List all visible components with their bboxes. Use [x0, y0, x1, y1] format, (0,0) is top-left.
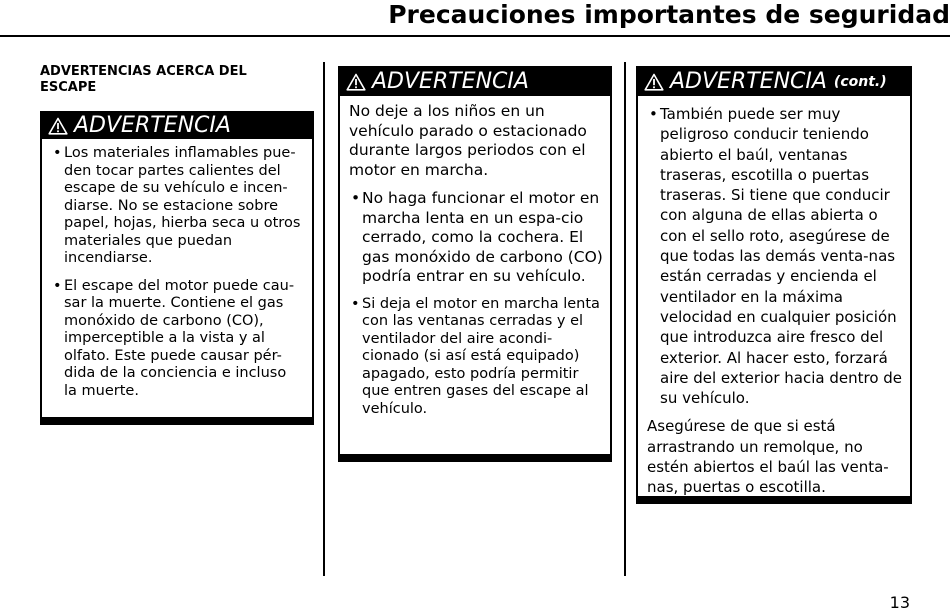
warning-header: [42, 113, 312, 139]
section-heading: ADVERTENCIAS ACERCA DEL ESCAPE: [40, 64, 247, 95]
list-item: • También puede ser muy peligroso conducir teniendo abierto el baúl, ventanas traseras, escotilla o puertas traseras. Si tiene que conducir con alguna de ellas abierta o con el sello roto, asegúrese de que todas las demás venta-nas están cerradas y encienda el ventilador en la máxima velocidad en cualquier posición que introduzca aire fresco del exterior. Al hacer esto, forzará aire del exterior hacia dentro de su vehículo.: [647, 104, 906, 408]
warning-paragraph: Asegúrese de que si está arrastrando un remolque, no estén abiertos el baúl las venta-nas, puertas o escotilla.: [647, 417, 889, 497]
warning-label: ADVERTENCIA: [372, 69, 529, 94]
page-title: Precauciones importantes de seguridad: [388, 0, 950, 29]
warning-triangle-icon: [346, 73, 366, 91]
column-divider: [624, 62, 626, 576]
warning-label: ADVERTENCIA: [670, 69, 827, 94]
column-divider: [323, 62, 325, 576]
list-item: • El escape del motor puede cau-sar la muerte. Contiene el gas monóxido de carbono (CO), imperceptible a la vista y al olfato. Este puede causar pér-dida de la conciencia e incluso la muerte.: [51, 278, 302, 401]
warning-triangle-icon: [48, 117, 68, 135]
warning-header: [340, 68, 610, 96]
warning-triangle-icon: [644, 73, 664, 91]
warning-box: [338, 66, 612, 456]
warning-label: ADVERTENCIA: [74, 113, 231, 138]
warning-intro: No deje a los niños en un vehículo parado o estacionado durante largos periodos con el motor en marcha.: [349, 102, 587, 179]
header-rule: [0, 35, 950, 37]
list-item: • Los materiales inflamables pue-den tocar partes calientes del escape de su vehículo e incen-diarse. No se estacione sobre papel, hojas, hierba seca u otros materiales que puedan incendiarse.: [51, 145, 302, 268]
list-item: • Si deja el motor en marcha lenta con las ventanas cerradas y el ventilador del aire acondi-cionado (si así está equipado) apagado, esto podría permitir que entren gases del escape al vehículo.: [349, 296, 604, 419]
page-number: 13: [889, 593, 910, 612]
continued-label: (cont.): [833, 74, 887, 90]
warning-box: [636, 66, 912, 498]
warning-box: [40, 111, 314, 419]
list-item: • No haga funcionar el motor en marcha lenta en un espa-cio cerrado, como la cochera. El gas monóxido de carbono (CO) podría entrar en su vehículo.: [349, 189, 604, 287]
warning-header: [638, 68, 910, 96]
